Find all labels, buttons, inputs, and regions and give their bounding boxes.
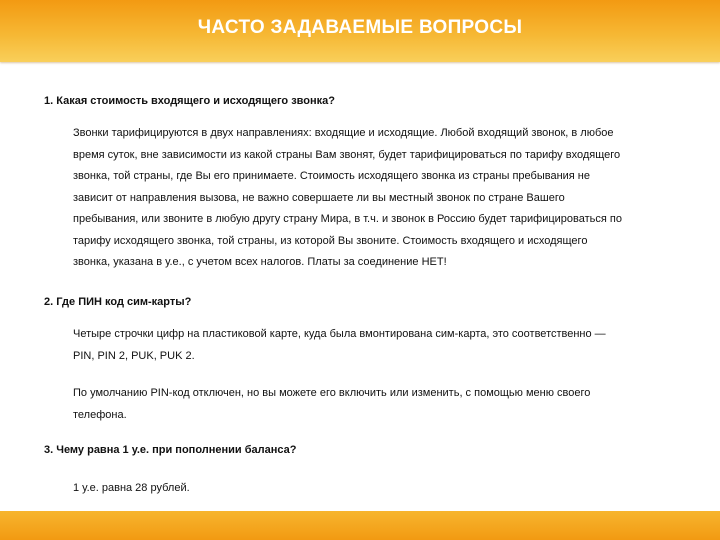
faq-answer-1-line: тарифу исходящего звонка, той страны, из которой Вы звоните. Стоимость входящего и исходящего	[73, 234, 588, 247]
faq-answer-3: 1 у.е. равна 28 рублей.	[73, 482, 190, 494]
faq-question-3: 3. Чему равна 1 у.е. при пополнении баланса?	[44, 444, 297, 456]
faq-answer-1	[73, 123, 622, 274]
faq-answer-2a-line: Четыре строчки цифр на пластиковой карте, куда была вмонтирована сим-карта, это соответственно —	[73, 328, 606, 340]
faq-answer-1-line: пребывания, или звоните в любую другу страну Мира, в т.ч. и звонок в Россию будет тарифицироваться по	[73, 213, 622, 225]
faq-answer-1-line: зависит от направления вызова, не важно совершаете ли вы местный звонок по стране Вашего	[73, 191, 565, 204]
faq-question-1: 1. Какая стоимость входящего и исходящего звонка?	[44, 95, 335, 107]
faq-answer-2a-line: PIN, PIN 2, PUK, PUK 2.	[73, 349, 195, 362]
faq-answer-2b-line: телефона.	[73, 408, 127, 421]
faq-answer-2a	[73, 324, 606, 367]
page-title: ЧАСТО ЗАДАВАЕМЫЕ ВОПРОСЫ	[197, 17, 523, 38]
faq-answer-2b	[73, 383, 590, 426]
faq-answer-2b-line: По умолчанию PIN-код отключен, но вы можете его включить или изменить, с помощью меню своего	[73, 387, 591, 399]
faq-answer-1-line: Звонки тарифицируются в двух направлениях: входящие и исходящие. Любой входящий звонок, в любое	[73, 127, 614, 139]
faq-question-2: 2. Где ПИН код сим-карты?	[44, 296, 192, 308]
faq-answer-1-line: звонка, той страны, где Вы его принимаете. Стоимость исходящего звонка из страны пребывания не	[73, 170, 590, 182]
faq-answer-1-line: звонка, указана в у.е., с учетом всех налогов. Платы за соединение НЕТ!	[73, 256, 447, 268]
faq-answer-1-line: время суток, вне зависимости из какой страны Вам звонят, будет тарифицироваться по тарифу входящего	[73, 148, 621, 161]
footer-bar	[0, 511, 720, 540]
